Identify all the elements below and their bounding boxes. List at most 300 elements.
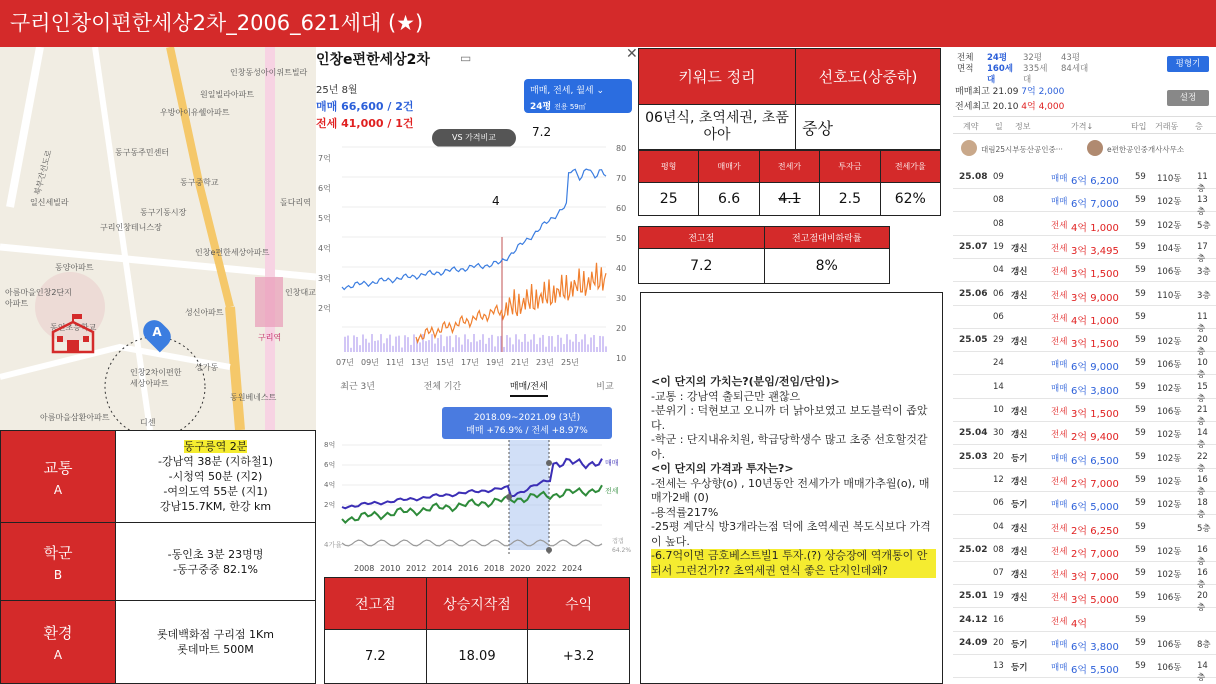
map-label: 인창동성아이위트빌라 (230, 68, 308, 77)
cell: 15층 (1197, 381, 1208, 404)
note-line: -전세는 우상향(o) , 10년동안 전세가가 매매가추월(o), 매매가2배 (0) (651, 476, 930, 504)
volume-bar (431, 334, 433, 352)
drop-table (638, 226, 890, 284)
gap-chart-panel (322, 405, 638, 575)
cell: 전세 (1051, 476, 1068, 487)
cell: 갱신 (1011, 593, 1028, 604)
cell: 전세 (1051, 337, 1068, 348)
cell: 갱신 (1011, 546, 1028, 557)
cell: 19 (993, 241, 1004, 252)
svg-text:2018: 2018 (484, 564, 505, 573)
col-header: 정보 (1015, 122, 1031, 131)
map-label: 동인초등학교 (50, 323, 97, 332)
sale-max (955, 84, 1064, 97)
cell: 갱신 (1011, 476, 1028, 487)
preference-header: 선호도(상중하) (796, 49, 941, 105)
filter-label: 매매, 전세, 월세 (530, 86, 594, 96)
cell: 6억 5,500 (1071, 665, 1119, 677)
map-label: 돌다리역 (280, 198, 311, 207)
volume-bar (521, 342, 523, 352)
cell: 매매 (1051, 174, 1068, 184)
cell: 20층 (1197, 335, 1208, 358)
map-label: 성신아파트 (185, 308, 224, 317)
volume-bar (512, 344, 514, 352)
table-row[interactable] (953, 422, 1216, 451)
peak-header: 전고점 (325, 578, 427, 630)
cell: 14층 (1197, 661, 1208, 684)
svg-text:6억: 6억 (324, 461, 336, 469)
map-view[interactable] (0, 47, 316, 430)
col-header[interactable]: 가격↓ (1071, 122, 1094, 131)
cell: 59 (1135, 265, 1146, 276)
note-line: -교통 : 강남역 출퇴근만 괜찮으 (651, 389, 801, 403)
volume-bar (440, 335, 442, 352)
svg-text:8억: 8억 (324, 441, 336, 449)
cell: 16층 (1197, 544, 1208, 567)
keyword-value: 06년식, 초역세권, 초품아아 (639, 105, 796, 150)
table-row[interactable] (953, 306, 1216, 334)
volume-bar (353, 335, 355, 352)
tab-recent-3y[interactable]: 최근 3년 (340, 382, 375, 392)
volume-bar (350, 348, 352, 352)
svg-text:25년: 25년 (561, 358, 579, 367)
svg-text:17년: 17년 (461, 358, 479, 367)
cell: 24.12 (959, 614, 988, 625)
table-row[interactable] (953, 166, 1216, 194)
svg-text:2010: 2010 (380, 564, 401, 573)
cell: 16층 (1197, 568, 1208, 591)
agent-name[interactable]: e편한공인중개사사무소 (1107, 145, 1185, 154)
cell: 20층 (1197, 591, 1208, 614)
cell: 등기 (1011, 453, 1028, 464)
annotation-peak: 7.2 (532, 125, 552, 139)
stats-value: 6.6 (699, 183, 759, 216)
cell: 102동 (1157, 570, 1182, 581)
page-title: 구리인창이편한세상2차_2006_621세대 (★) (10, 11, 424, 35)
volume-bar (509, 338, 511, 352)
volume-bar (368, 343, 370, 352)
volume-bar (533, 334, 535, 352)
cell: 102동 (1157, 197, 1182, 208)
cell: 전세 (1051, 220, 1068, 231)
keyword-table (638, 48, 941, 150)
cell: 104동 (1157, 243, 1182, 254)
volume-bar (392, 346, 394, 352)
volume-bar (446, 336, 448, 352)
volume-bar (494, 346, 496, 352)
table-row[interactable] (953, 352, 1216, 381)
cell: 25.01 (959, 591, 988, 602)
cell: 전세 (1051, 313, 1068, 324)
cell: 110동 (1157, 290, 1182, 301)
stats-header: 매매가 (699, 151, 759, 183)
stats-header: 투자금 (820, 151, 880, 183)
volume-bar (473, 334, 475, 352)
table-row[interactable] (953, 399, 1216, 427)
volume-bar (467, 339, 469, 352)
volume-bar (425, 341, 427, 352)
svg-text:07년: 07년 (336, 358, 354, 367)
cell: 102동 (1157, 220, 1182, 231)
jeonse-max-date: 20.10 (992, 102, 1019, 112)
table-row[interactable] (953, 585, 1216, 614)
table-row[interactable] (953, 236, 1216, 264)
cell: 110동 (1157, 174, 1182, 184)
jeonse-summary: 전세 41,000 / 1건 (316, 117, 414, 130)
cell: 102동 (1157, 476, 1182, 487)
content-line: 롯데백화점 구리점 1Km (157, 628, 274, 641)
volume-bar (596, 347, 598, 352)
avatar (1087, 140, 1103, 156)
tab-all[interactable] (957, 53, 985, 75)
table-row[interactable] (953, 539, 1216, 567)
volume-bar (461, 345, 463, 352)
row-title: 교통 (43, 458, 73, 477)
volume-bar (404, 335, 406, 352)
cell: 102동 (1157, 546, 1182, 557)
volume-bar (395, 337, 397, 352)
content-line: 동구릉역 2분 (183, 440, 248, 453)
svg-text:2008: 2008 (354, 564, 375, 573)
cell: 17층 (1197, 241, 1208, 264)
cell: 11층 (1197, 172, 1208, 194)
map-label: 구리인창테니스장 (100, 223, 162, 232)
volume-bar (548, 336, 550, 352)
cell: 59 (1135, 335, 1146, 346)
svg-text:2022: 2022 (536, 564, 557, 573)
volume-bar (434, 344, 436, 352)
cell: 102동 (1157, 383, 1182, 394)
svg-text:19년: 19년 (486, 358, 504, 367)
cell: 매매 (1051, 453, 1068, 464)
cell: 59 (1135, 381, 1146, 392)
cell: 갱신 (1011, 523, 1028, 534)
table-header (953, 116, 1216, 134)
cell: 갱신 (1011, 243, 1028, 254)
note-line: -25평 계단식 방3개라는점 덕에 초역세권 복도식보다 가격이 높다. (651, 520, 931, 548)
cell: 14층 (1197, 428, 1208, 451)
cell: 24.09 (959, 638, 988, 648)
cell: 30 (993, 428, 1004, 439)
col-header: 거래동 (1155, 122, 1179, 131)
volume-bar (581, 339, 583, 352)
cell: 21층 (1197, 405, 1208, 427)
volume-bar (560, 338, 562, 352)
settings-button[interactable]: 설정 (1167, 90, 1209, 106)
stats-header: 평형 (639, 151, 699, 183)
cell: 08 (993, 544, 1004, 555)
table-row[interactable] (953, 632, 1216, 655)
volume-bar (437, 338, 439, 352)
table-row[interactable] (953, 446, 1216, 474)
cell: 59 (1135, 218, 1146, 229)
sale-max-value: 7억 2,000 (1021, 87, 1065, 97)
volume-bar (593, 335, 595, 352)
cell: 59 (1135, 428, 1146, 439)
volume-bar (410, 345, 412, 352)
transport-header (1, 431, 116, 523)
cell: 18층 (1197, 498, 1208, 521)
area-button[interactable]: 평형기 (1167, 56, 1209, 72)
volume-bar (602, 336, 604, 352)
map-label: 일신세빌라 (30, 198, 69, 207)
analysis-notes (640, 292, 943, 684)
volume-bar (566, 334, 568, 352)
volume-bar (518, 339, 520, 352)
note-line: <이 단지의 가격과 투자는?> (651, 462, 794, 475)
map-label: 구리역 (258, 333, 282, 342)
cell: 3억 5,000 (1071, 595, 1119, 607)
cell: 59 (1135, 498, 1146, 509)
svg-text:4억: 4억 (324, 481, 336, 489)
jeonse-max (955, 99, 1064, 112)
cell: 10층 (1197, 358, 1208, 381)
content-line: -동인초 3분 23명명 (167, 547, 264, 561)
cell: 06 (993, 498, 1004, 509)
cell: 59 (1135, 638, 1146, 648)
col-header: 일 (995, 122, 1003, 131)
table-row[interactable] (953, 516, 1216, 539)
table-row[interactable] (953, 259, 1216, 282)
tab-compare[interactable]: 비교 (596, 382, 614, 392)
cell: 06 (993, 288, 1004, 299)
cell: 2억 9,400 (1071, 432, 1119, 444)
volume-bar (389, 335, 391, 352)
cell: 102동 (1157, 500, 1182, 511)
school-icon (48, 314, 98, 354)
content-line: 강남15.7KM, 한강 km (159, 500, 272, 513)
table-row[interactable] (953, 492, 1216, 521)
volume-bar (590, 337, 592, 352)
stats-value: 2.5 (820, 183, 880, 216)
volume-bar (413, 334, 415, 352)
volume-bar (401, 348, 403, 352)
cell: 갱신 (1011, 267, 1028, 278)
sale-max-label: 매매최고 (955, 87, 990, 97)
sale-max-date: 21.09 (992, 87, 1019, 97)
cell: 106동 (1157, 407, 1182, 417)
volume-bar (362, 334, 364, 352)
table-row[interactable] (953, 655, 1216, 684)
cell: 등기 (1011, 640, 1028, 650)
map-label: 아름마을삼환아파트 (40, 413, 110, 422)
cell: 6억 3,800 (1071, 642, 1119, 653)
map-label: 디센 (140, 418, 156, 427)
volume-bar (470, 342, 472, 352)
cell: 102동 (1157, 430, 1182, 441)
filter-dropdown[interactable] (524, 79, 632, 113)
cell: 106동 (1157, 593, 1182, 604)
tab-all-period[interactable]: 전체 기간 (423, 382, 462, 392)
chevron-down-icon: ⌄ (596, 86, 605, 96)
cell: 106동 (1157, 360, 1182, 371)
tab-32py[interactable] (1023, 53, 1053, 86)
location-table (0, 430, 316, 684)
environment-content (116, 601, 316, 684)
map-label: 인창2차이편한세상아파트 (130, 368, 182, 388)
svg-text:4억: 4억 (318, 244, 331, 253)
gap-axis-label: 4가율 (324, 541, 342, 549)
volume-bar (539, 338, 541, 352)
table-row[interactable] (953, 376, 1216, 404)
volume-bar (398, 336, 400, 352)
svg-text:20: 20 (616, 324, 627, 333)
volume-bar (542, 335, 544, 352)
cell: 59 (1135, 544, 1146, 555)
cell: 13층 (1197, 195, 1208, 218)
volume-bar (605, 346, 607, 352)
cell: 전세 (1051, 616, 1068, 627)
cell: 25.05 (959, 335, 988, 346)
close-icon[interactable]: ✕ (626, 46, 638, 62)
cell: 59 (1135, 614, 1146, 625)
map-label: 아름마을인창2단지아파트 (5, 288, 72, 308)
stats-table (638, 150, 941, 216)
filter-area: 전용 59㎡ (554, 103, 586, 111)
volume-bar (377, 340, 379, 352)
map-label: 동양아파트 (55, 263, 94, 272)
cell: 25.08 (959, 172, 988, 182)
cell: 3억 3,495 (1071, 245, 1119, 257)
tab-43py[interactable] (1061, 53, 1091, 75)
cell: 20 (993, 451, 1004, 462)
jeonse-max-label: 전세최고 (955, 102, 990, 112)
volume-bar (572, 342, 574, 352)
map-icon[interactable]: ▭ (460, 51, 472, 65)
table-row[interactable] (953, 609, 1216, 632)
stats-value: 4.1 (759, 183, 819, 216)
keyword-header: 키워드 정리 (639, 49, 796, 105)
cell: 25.04 (959, 428, 988, 439)
table-row[interactable] (953, 189, 1216, 218)
complex-name: 인창e편한세상2차 (316, 52, 430, 68)
cell: 2억 7,000 (1071, 478, 1119, 490)
table-row[interactable] (953, 213, 1216, 236)
peak-value: 7.2 (325, 630, 427, 684)
content-line: 롯데마트 500M (177, 643, 254, 656)
cell: 매매 (1051, 360, 1068, 371)
agent-name[interactable]: 대림25시부동산공인중··· (981, 145, 1063, 154)
jeonse-max-value: 4억 4,000 (1021, 102, 1065, 112)
cell: 전세 (1051, 593, 1068, 604)
cell: 전세 (1051, 243, 1068, 254)
svg-text:09년: 09년 (361, 358, 379, 367)
legend-gap-ratio: 64.2% (612, 547, 632, 554)
svg-text:2024: 2024 (562, 564, 583, 573)
note-line: -6.7억이면 금호베스트빌1 투자.(?) 상승장에 역개통이 안되서 그런건가?? 초역세권 연식 좋은 단지인데왜? (651, 549, 936, 578)
gap-line-chart (322, 435, 638, 575)
cell: 59 (1135, 288, 1146, 299)
agent-bar (953, 138, 1216, 160)
table-row[interactable] (953, 562, 1216, 591)
cell: 24 (993, 358, 1004, 369)
cell: 59 (1135, 195, 1146, 206)
volume-bar (506, 335, 508, 352)
content-line: -시청역 50분 (지2) (168, 470, 263, 483)
period-change: 매매 +76.9% / 전세 +8.97% (466, 426, 588, 436)
volume-bar (455, 335, 457, 352)
cell: 전세 (1051, 290, 1068, 301)
table-row[interactable] (953, 469, 1216, 497)
svg-text:80: 80 (616, 144, 627, 153)
preference-value: 중상 (796, 105, 941, 150)
svg-text:2014: 2014 (432, 564, 453, 573)
drop-header: 전고점 (639, 227, 765, 249)
volume-bar (485, 344, 487, 352)
peak-table (324, 577, 630, 684)
volume-bar (407, 337, 409, 352)
stats-header: 전세가율 (880, 151, 940, 183)
cell: 전세 (1051, 546, 1068, 557)
environment-header (1, 601, 116, 684)
cell: 3억 7,000 (1071, 572, 1119, 584)
map-label: 북부간선도로 (32, 148, 54, 197)
cell: 5층 (1197, 220, 1211, 231)
legend-jeonse: 전세 (605, 487, 619, 495)
cell: 25.03 (959, 451, 988, 462)
cell: 25.07 (959, 241, 988, 252)
map-label: 동구동주민센터 (115, 148, 170, 157)
tab-24py[interactable] (987, 53, 1017, 86)
svg-text:15년: 15년 (436, 358, 454, 367)
cell: 04 (993, 265, 1004, 276)
svg-text:13년: 13년 (411, 358, 429, 367)
volume-bar (383, 343, 385, 352)
volume-bar (428, 340, 430, 352)
cell: 매매 (1051, 640, 1068, 650)
title-banner (0, 0, 1216, 47)
volume-bar (503, 347, 505, 352)
cell: 3층 (1197, 290, 1211, 301)
tab-sale-jeonse[interactable]: 매매/전세 (510, 379, 548, 397)
svg-text:7억: 7억 (318, 154, 331, 163)
table-row[interactable] (953, 283, 1216, 306)
volume-bar (347, 336, 349, 352)
volume-bar (458, 337, 460, 352)
cell: 06 (993, 311, 1004, 322)
cell: 59 (1135, 451, 1146, 462)
cell: 22층 (1197, 451, 1208, 474)
cell: 59 (1135, 172, 1146, 182)
tab-label: 32평 (1023, 53, 1043, 63)
content-line: -여의도역 55분 (지1) (163, 485, 268, 498)
cell: 59 (1135, 358, 1146, 369)
chart-date: 25년 8월 (316, 85, 358, 96)
cell: 4억 (1071, 618, 1088, 630)
cell: 106동 (1157, 640, 1182, 650)
table-row[interactable] (953, 329, 1216, 358)
transactions-panel (953, 48, 1216, 684)
cell: 3층 (1197, 267, 1211, 278)
stats-header: 전세가 (759, 151, 819, 183)
volume-bar (563, 344, 565, 352)
cell: 전세 (1051, 430, 1068, 441)
content-line: -동구중중 82.1% (173, 562, 258, 576)
cell: 8층 (1197, 640, 1211, 650)
cell: 등기 (1011, 663, 1028, 674)
cell: 08 (993, 218, 1004, 229)
map-label: 인창e편한세상아파트 (195, 248, 270, 257)
cell: 13 (993, 661, 1004, 672)
cell: 6억 7,000 (1071, 199, 1119, 211)
svg-text:2016: 2016 (458, 564, 479, 573)
col-header: 타입 (1131, 122, 1147, 131)
col-header: 계약 (963, 122, 979, 131)
cell: 전세 (1051, 267, 1068, 278)
drop-header: 전고점대비하락률 (764, 227, 890, 249)
vs-compare-button[interactable]: VS 가격비교 (432, 129, 516, 147)
cell: 6억 9,000 (1071, 362, 1119, 374)
